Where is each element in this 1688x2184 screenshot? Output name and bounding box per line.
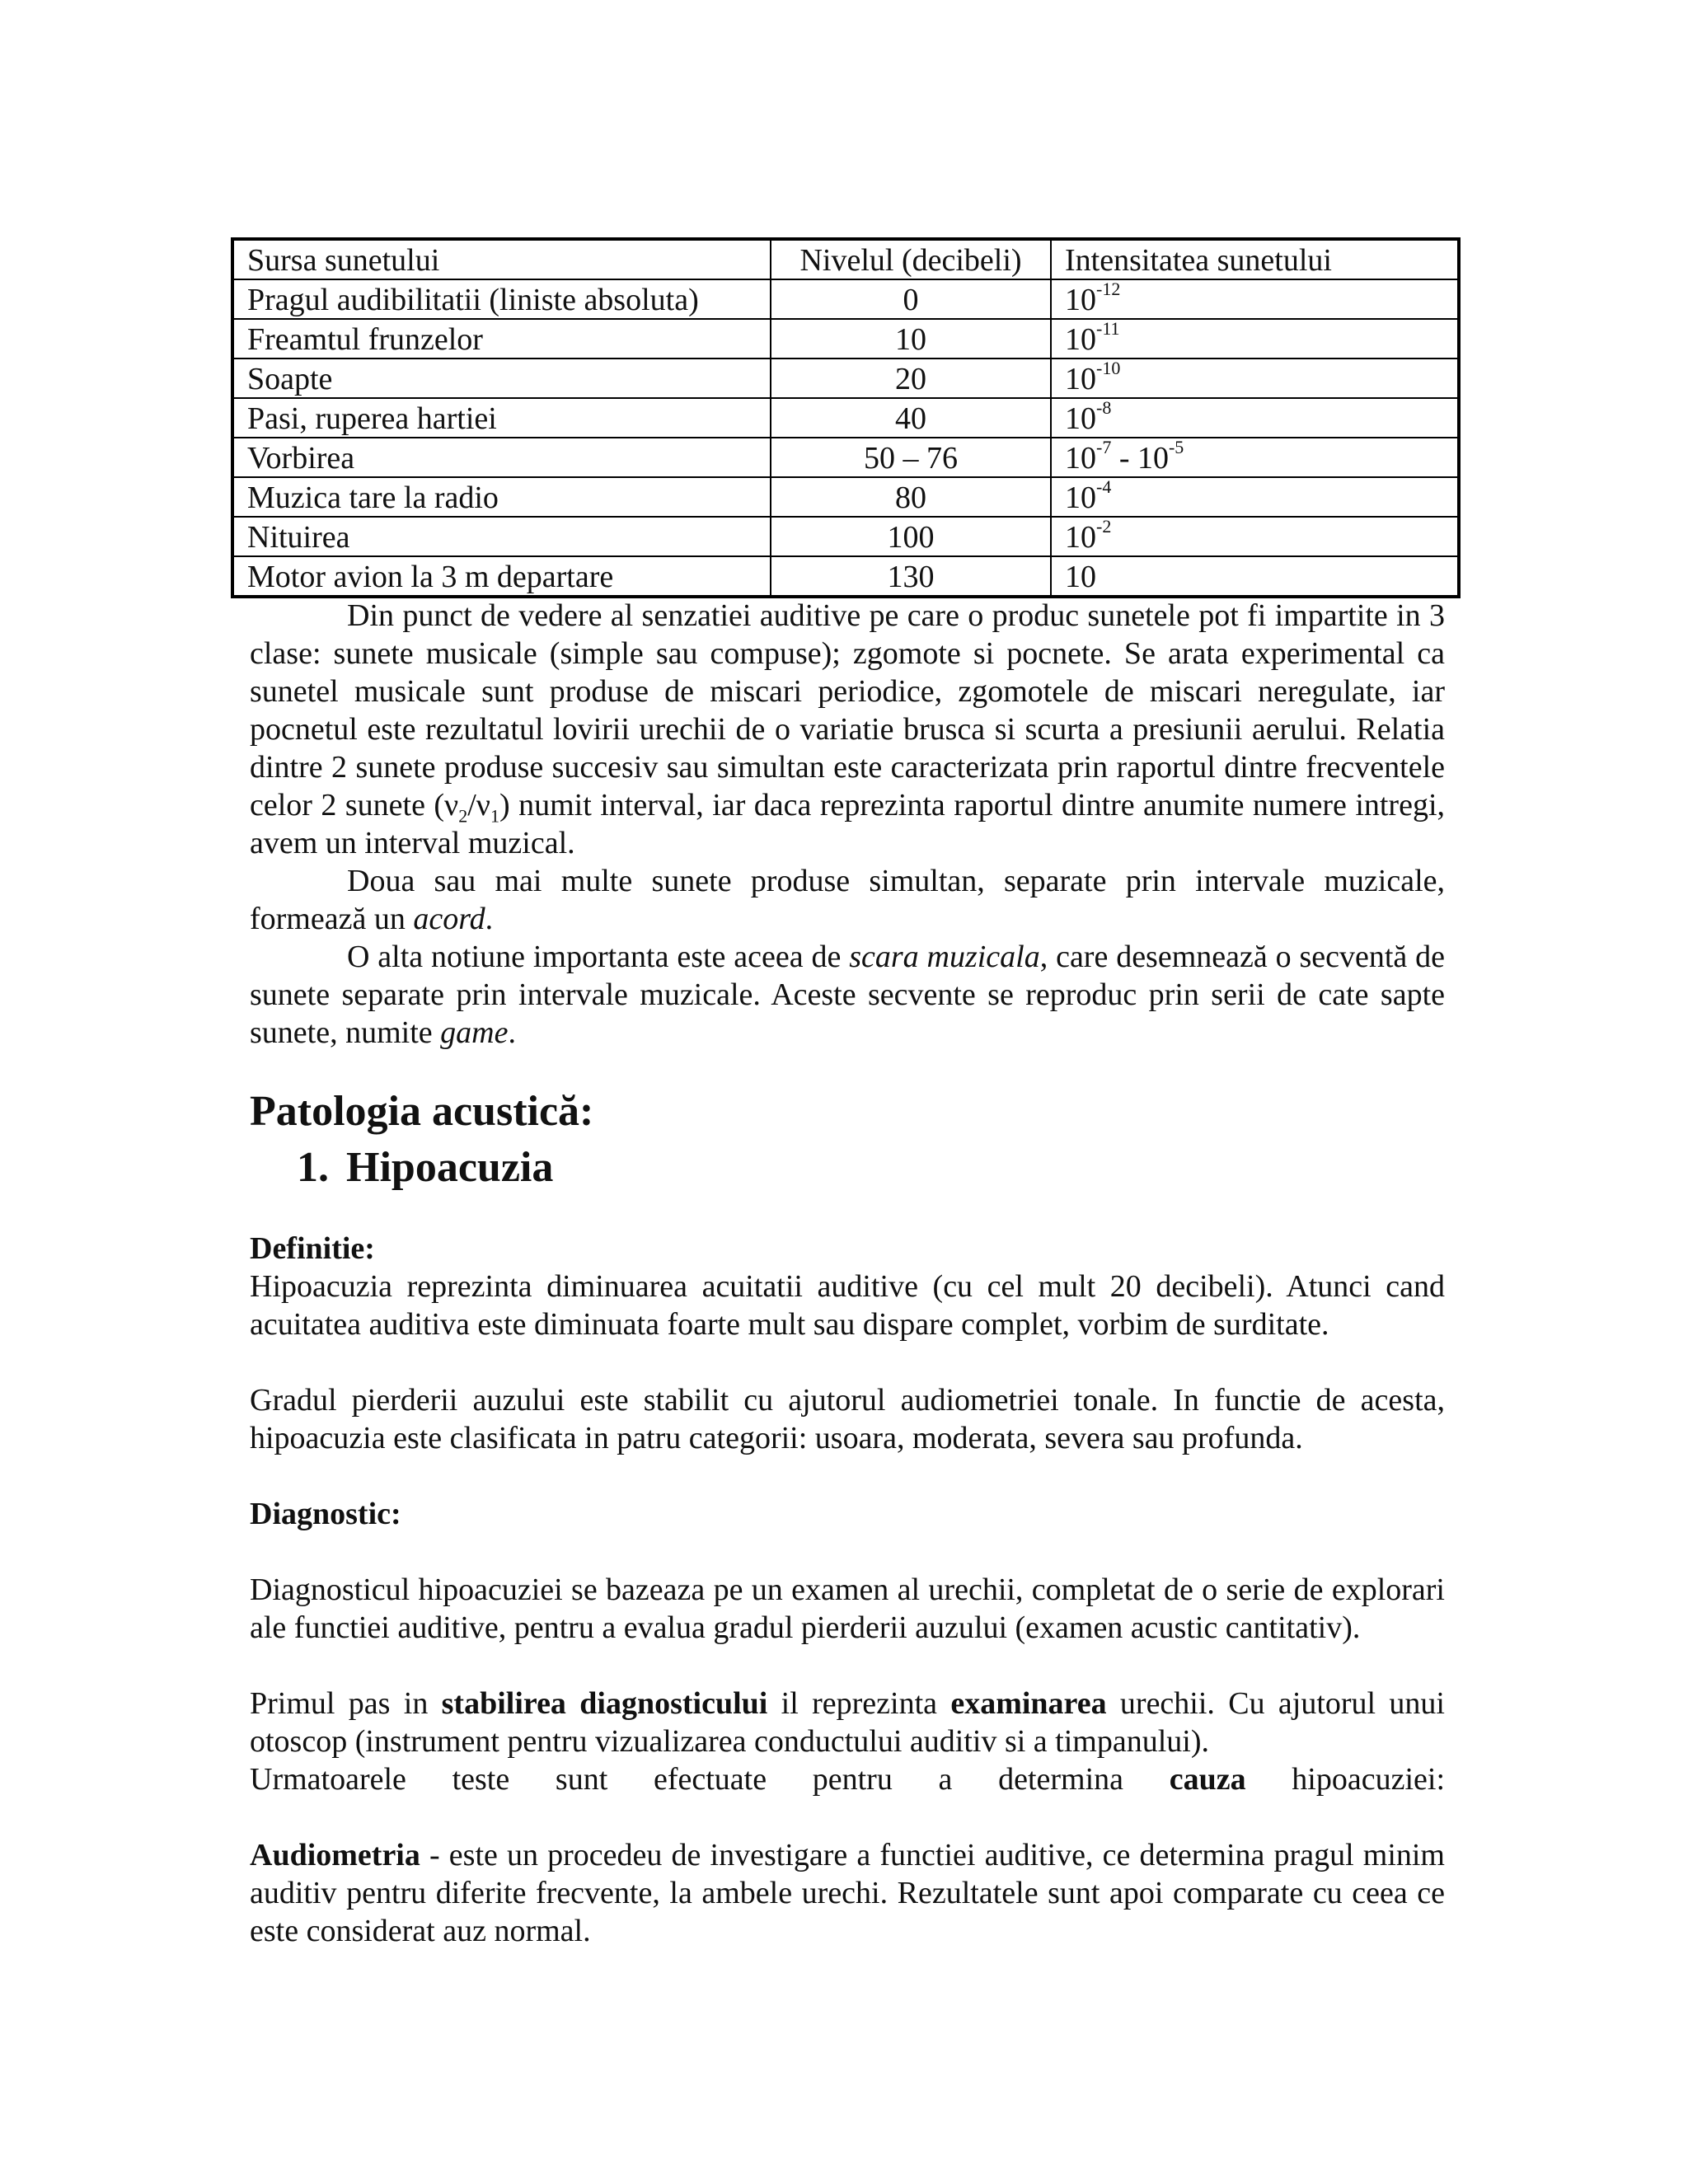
paragraph-acord: Doua sau mai multe sunete produse simultan, separate prin intervale muzicale, formează un acord. <box>250 864 1445 936</box>
source-cell: Motor avion la 3 m departare <box>232 556 771 597</box>
intensity-cell: $10^{-8}$ <box>1051 398 1459 438</box>
level-cell: 10 <box>771 319 1051 359</box>
level-cell: 50 – 76 <box>771 438 1051 477</box>
diagnostic-label: Diagnostic: <box>250 1497 401 1531</box>
intensity-cell: 10 <box>1051 556 1459 597</box>
heading-title: Hipoacuzia <box>346 1144 554 1191</box>
section-title: Patologia acustică: <box>250 1088 594 1135</box>
tests-paragraph: Urmatoarele teste sunt efectuate pentru a determina cauza hipoacuziei: <box>250 1762 1446 1797</box>
column-header: Sursa sunetului <box>232 239 771 279</box>
definitie-label: Definitie: <box>250 1231 375 1266</box>
source-cell: Pragul audibilitatii (liniste absoluta) <box>232 279 771 319</box>
table-header-row <box>232 239 1459 279</box>
table-row <box>232 398 1459 438</box>
definitie-paragraph: Hipoacuzia reprezinta diminuarea acuitatii auditive (cu cel mult 20 decibeli). Atunci cand acuitatea auditiva este diminuata foarte mult sau dispare complet, vorbim de surditate. <box>250 1269 1445 1342</box>
level-cell: 20 <box>771 359 1051 398</box>
column-header: Intensitatea sunetului <box>1051 239 1459 279</box>
paragraph-sound-classes: Din punct de vedere al senzatiei auditive pe care o produc sunetele pot fi impartite in 3 clase: sunete musicale (simple sau compuse); zgomote si pocnete. Se arata experimental ca sunetel musicale sunt produse de miscari periodice, zgomotele de miscari neregulate, iar pocnetul este rezultatul lovirii urechii de o variatie brusca si scurta a presiunii aerului. Relatia dintre 2 sunete produse succesiv sau simultan este caracterizata prin raportul dintre frecventele celor 2 sunete $(\nu_2/\nu_1)$ numit interval, iar daca reprezinta raportul dintre anumite numere intregi, avem un interval muzical. <box>250 598 1446 860</box>
heading-number: 1. <box>297 1144 329 1191</box>
intensity-cell: $10^{-2}$ <box>1051 517 1459 556</box>
source-cell: Muzica tare la radio <box>232 477 771 517</box>
intensity-cell: $10^{-4}$ <box>1051 477 1459 517</box>
level-cell: 0 <box>771 279 1051 319</box>
column-header: Nivelul (decibeli) <box>771 239 1051 279</box>
paragraph-scara-muzicala: O alta notiune importanta este aceea de scara muzicala, care desemnează o secventă de sunete separate prin intervale muzicale. Aceste secvente se reproduc prin serii de cate sapte sunete, numite game. <box>250 940 1445 1050</box>
source-cell: Freamtul frunzelor <box>232 319 771 359</box>
intensity-cell: $10^{-12}$ <box>1051 279 1459 319</box>
intensity-cell: $10^{-11}$ <box>1051 319 1459 359</box>
source-cell: Nituirea <box>232 517 771 556</box>
sound-intensity-table <box>231 237 1461 598</box>
table-row <box>232 517 1459 556</box>
table-row <box>232 556 1459 597</box>
table-row <box>232 438 1459 477</box>
source-cell: Pasi, ruperea hartiei <box>232 398 771 438</box>
intensity-cell: $10^{-10}$ <box>1051 359 1459 398</box>
level-cell: 40 <box>771 398 1051 438</box>
table-row <box>232 477 1459 517</box>
level-cell: 80 <box>771 477 1051 517</box>
source-cell: Vorbirea <box>232 438 771 477</box>
intensity-cell: $10^{-7} - 10^{-5}$ <box>1051 438 1459 477</box>
table-row <box>232 279 1459 319</box>
diagnostic-paragraph: Diagnosticul hipoacuziei se bazeaza pe un examen al urechii, completat de o serie de explorari ale functiei auditive, pentru a evalua gradul pierderii auzului (examen acustic cantitativ). <box>250 1572 1445 1645</box>
table-row <box>232 359 1459 398</box>
level-cell: 100 <box>771 517 1051 556</box>
audiometria-paragraph: Audiometria - este un procedeu de investigare a functiei auditive, ce determina pragul minim auditiv pentru diferite frecvente, la ambele urechi. Rezultatele sunt apoi comparate cu ceea ce este considerat auz normal. <box>250 1838 1445 1948</box>
table-row <box>232 319 1459 359</box>
grade-paragraph: Gradul pierderii auzului este stabilit cu ajutorul audiometriei tonale. In functie de acesta, hipoacuzia este clasificata in patru categorii: usoara, moderata, severa sau profunda. <box>250 1383 1445 1455</box>
level-cell: 130 <box>771 556 1051 597</box>
numbered-heading <box>297 1142 553 1193</box>
source-cell: Soapte <box>232 359 771 398</box>
first-step-paragraph: Primul pas in stabilirea diagnosticului il reprezinta examinarea urechii. Cu ajutorul unui otoscop (instrument pentru vizualizarea conductului auditiv si a timpanului). <box>250 1686 1445 1759</box>
